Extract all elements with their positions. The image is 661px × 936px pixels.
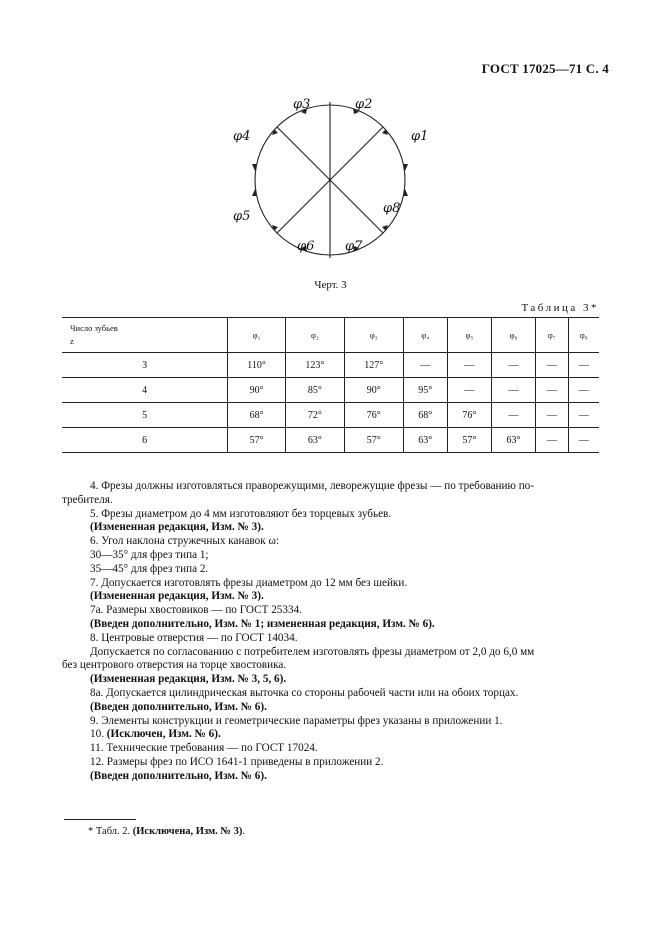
paragraph-10: 10. (Исключен, Изм. № 6). — [90, 728, 221, 741]
header-phi4: φ₄ — [403, 318, 447, 353]
paragraph-8-note: (Измененная редакция, Изм. № 3, 5, 6). — [90, 673, 287, 686]
header-phi5: φ₅ — [447, 318, 491, 353]
paragraph-7: 7. Допускается изготовлять фрезы диаметром до 12 мм без шейки. — [90, 576, 408, 589]
paragraph-8-b-line2: без центрового отверстия на торце хвостовика. — [62, 659, 287, 672]
table-cell: — — [568, 403, 599, 428]
angle-label-phi7: φ7 — [345, 239, 363, 254]
paragraph-7a-note: (Введен дополнительно, Изм. № 1; измененная редакция, Изм. № 6). — [90, 617, 435, 630]
table-row — [62, 353, 599, 378]
cutter-angle-diagram — [215, 92, 435, 284]
table-cell: 72° — [285, 403, 344, 428]
angle-label-phi8: φ8 — [383, 201, 401, 216]
paragraph-4-line1: 4. Фрезы должны изготовляться праворежущими, леворежущие фрезы — по требованию по- — [90, 480, 534, 492]
table-row — [62, 403, 599, 428]
header-teeth-count: Число зубьев z — [62, 318, 228, 353]
angle-label-phi3: φ3 — [293, 97, 311, 112]
page-header: ГОСТ 17025—71 С. 4 — [481, 61, 609, 76]
paragraph-8a: 8а. Допускается цилиндрическая выточка со стороны рабочей части или на обоих торцах. — [90, 686, 519, 699]
header-phi8: φ₈ — [568, 318, 599, 353]
table-label: Таблица 3* — [521, 302, 599, 314]
table-cell: 68° — [228, 403, 286, 428]
table-cell: 68° — [403, 403, 447, 428]
table-cell: 5 — [62, 403, 228, 428]
table-cell: — — [568, 428, 599, 453]
table-row — [62, 428, 599, 453]
body-text — [62, 480, 600, 784]
table-cell: 6 — [62, 428, 228, 453]
paragraph-6: 6. Угол наклона стружечных канавок ω: — [90, 535, 279, 548]
footnote: * Табл. 2. (Исключена, Изм. № 3). — [88, 826, 245, 837]
paragraph-8a-note: (Введен дополнительно, Изм. № 6). — [90, 700, 267, 713]
paragraph-11: 11. Технические требования — по ГОСТ 17024. — [90, 742, 318, 755]
table-cell: — — [447, 353, 491, 378]
table-cell: 63° — [491, 428, 535, 453]
header-phi7: φ₇ — [536, 318, 568, 353]
paragraph-9: 9. Элементы конструкции и геометрические параметры фрез указаны в приложении 1. — [90, 714, 503, 727]
table-cell: 90° — [344, 378, 403, 403]
table-cell: 63° — [285, 428, 344, 453]
table-cell: 76° — [344, 403, 403, 428]
paragraph-8-b-line1: Допускается по согласованию с потребителем изготовлять фрезы диаметром от 2,0 до 6,0 мм — [90, 645, 535, 658]
header-phi6: φ₆ — [491, 318, 535, 353]
table-cell: — — [568, 378, 599, 403]
table-cell: 85° — [285, 378, 344, 403]
angle-label-phi1: φ1 — [411, 129, 429, 144]
table-cell: 127° — [344, 353, 403, 378]
paragraph-4-line2: требителя. — [62, 493, 113, 506]
table-cell: 95° — [403, 378, 447, 403]
table-cell: — — [536, 428, 568, 453]
table-cell: — — [491, 353, 535, 378]
table-cell: — — [491, 378, 535, 403]
table-cell: — — [536, 353, 568, 378]
table-header-row — [62, 318, 599, 353]
header-phi1: φ₁ — [228, 318, 286, 353]
table-cell: — — [536, 378, 568, 403]
table-cell: 110° — [228, 353, 286, 378]
header-phi3: φ₃ — [344, 318, 403, 353]
paragraph-7a: 7а. Размеры хвостовиков — по ГОСТ 25334. — [90, 604, 302, 617]
table-cell: — — [568, 353, 599, 378]
table-cell: 57° — [344, 428, 403, 453]
paragraph-8: 8. Центровые отверстия — по ГОСТ 14034. — [90, 631, 298, 644]
paragraph-5: 5. Фрезы диаметром до 4 мм изготовляют без торцевых зубьев. — [90, 507, 392, 520]
angle-label-phi6: φ6 — [297, 239, 315, 254]
table-cell: 76° — [447, 403, 491, 428]
table-cell: — — [491, 403, 535, 428]
table-cell: — — [403, 353, 447, 378]
table-cell: 123° — [285, 353, 344, 378]
paragraph-12-note: (Введен дополнительно, Изм. № 6). — [90, 769, 267, 782]
paragraph-6-type1: 30—35° для фрез типа 1; — [90, 548, 209, 561]
header-phi2: φ₂ — [285, 318, 344, 353]
angle-label-phi2: φ2 — [355, 97, 373, 112]
figure-caption: Черт. 3 — [314, 279, 347, 291]
table-cell: — — [447, 378, 491, 403]
paragraph-6-type2: 35—45° для фрез типа 2. — [90, 562, 209, 575]
table-row — [62, 378, 599, 403]
table-cell: 3 — [62, 353, 228, 378]
table-cell: 63° — [403, 428, 447, 453]
angles-table — [62, 317, 599, 453]
table-cell: 90° — [228, 378, 286, 403]
table-cell: — — [536, 403, 568, 428]
table-cell: 57° — [228, 428, 286, 453]
paragraph-12: 12. Размеры фрез по ИСО 1641-1 приведены в приложении 2. — [90, 755, 384, 768]
table-cell: 4 — [62, 378, 228, 403]
paragraph-5-note: (Измененная редакция, Изм. № 3). — [90, 521, 264, 534]
angle-label-phi4: φ4 — [233, 129, 251, 144]
paragraph-7-note: (Измененная редакция, Изм. № 3). — [90, 590, 264, 603]
table-cell: 57° — [447, 428, 491, 453]
angle-label-phi5: φ5 — [233, 209, 251, 224]
footnote-divider — [64, 819, 136, 820]
